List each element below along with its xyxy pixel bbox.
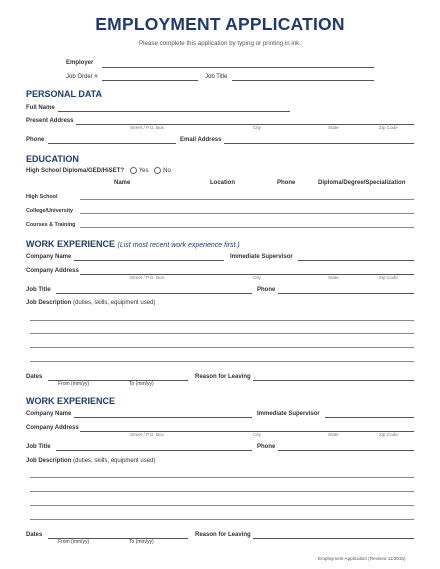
employer-label: Employer — [66, 60, 94, 66]
phone-label: Phone — [257, 444, 276, 450]
job-description-label — [26, 458, 155, 464]
job-description-note: (duties, skills, equipment used) — [73, 458, 156, 464]
company-address-label: Company Address — [26, 425, 79, 431]
job-description-text: Job Description — [26, 300, 72, 306]
phone-field[interactable] — [278, 450, 414, 451]
phone-label: Phone — [257, 287, 276, 293]
edu-row-label: College/University — [26, 208, 74, 214]
edu-row-label: High School — [26, 194, 58, 200]
to-sublabel: To (mm/yy) — [129, 381, 154, 387]
supervisor-label: Immediate Supervisor — [257, 411, 320, 417]
job-order-field[interactable] — [102, 80, 198, 81]
col-diploma-header: Diploma/Degree/Specialization — [318, 180, 406, 186]
no-radio[interactable] — [154, 167, 161, 174]
job-description-line[interactable] — [30, 361, 414, 362]
company-address-label: Company Address — [26, 268, 79, 274]
company-name-field[interactable] — [74, 417, 252, 418]
work-experience-heading-text: WORK EXPERIENCE — [26, 239, 116, 249]
state-sublabel: State — [328, 125, 339, 130]
diploma-question — [26, 167, 171, 174]
state-sublabel: State — [328, 432, 339, 437]
job-order-label: Job Order # — [66, 74, 98, 80]
job-title-label: Job Title — [26, 444, 51, 450]
edu-row-field[interactable] — [80, 227, 414, 228]
job-description-line[interactable] — [30, 333, 414, 334]
street-sublabel: Street / P.O. Box — [130, 432, 164, 437]
supervisor-label: Immediate Supervisor — [230, 254, 293, 260]
reason-field[interactable] — [253, 380, 414, 381]
job-description-label — [26, 300, 155, 306]
diploma-question-text: High School Diploma/GED/HiSET? — [26, 168, 125, 175]
email-field[interactable] — [224, 143, 414, 144]
state-sublabel: State — [328, 275, 339, 280]
company-name-label: Company Name — [26, 254, 72, 260]
job-title-field[interactable] — [56, 293, 252, 294]
job-description-line[interactable] — [30, 491, 414, 492]
phone-field[interactable] — [278, 293, 414, 294]
supervisor-field[interactable] — [325, 417, 414, 418]
job-title-label: Job Title — [26, 287, 51, 293]
street-sublabel: Street / P.O. Box — [130, 125, 164, 130]
edu-row-field[interactable] — [80, 213, 414, 214]
job-description-note: (duties, skills, equipment used) — [73, 300, 156, 306]
zip-sublabel: Zip Code — [379, 125, 398, 130]
work-experience-note: (List most recent work experience first.) — [117, 242, 240, 249]
job-title-field[interactable] — [232, 80, 374, 81]
education-heading: EDUCATION — [26, 154, 79, 164]
yes-radio[interactable] — [130, 167, 137, 174]
footer-revision: Employment Application (Revised 11/2016) — [318, 556, 406, 561]
full-name-label: Full Name — [26, 105, 55, 111]
job-title-label: Job Title — [205, 74, 228, 80]
present-address-field[interactable] — [76, 124, 414, 125]
to-sublabel: To (mm/yy) — [129, 539, 154, 545]
reason-label: Reason for Leaving — [195, 532, 251, 538]
job-description-text: Job Description — [26, 458, 72, 464]
job-title-field[interactable] — [56, 450, 252, 451]
reason-label: Reason for Leaving — [195, 374, 251, 380]
page-title: EMPLOYMENT APPLICATION — [95, 14, 345, 34]
yes-label: Yes — [138, 168, 149, 175]
zip-sublabel: Zip Code — [379, 275, 398, 280]
company-name-field[interactable] — [74, 260, 224, 261]
page-subtitle: Please complete this application by typing or printing in ink. — [139, 40, 301, 47]
no-label: No — [163, 168, 171, 175]
email-label: Email Address — [180, 137, 222, 143]
phone-label: Phone — [26, 137, 45, 143]
from-sublabel: From (mm/yy) — [58, 381, 90, 387]
supervisor-field[interactable] — [298, 260, 414, 261]
from-sublabel: From (mm/yy) — [58, 539, 90, 545]
city-sublabel: City — [253, 125, 261, 130]
col-location-header: Location — [210, 180, 235, 186]
company-name-label: Company Name — [26, 411, 72, 417]
dates-label: Dates — [26, 374, 43, 380]
phone-field[interactable] — [48, 143, 176, 144]
edu-row-label: Courses & Training — [26, 222, 76, 228]
full-name-field[interactable] — [58, 111, 290, 112]
work-experience-heading: WORK EXPERIENCE — [26, 396, 116, 406]
job-description-line[interactable] — [30, 519, 414, 520]
col-phone-header: Phone — [277, 180, 296, 186]
dates-label: Dates — [26, 532, 43, 538]
edu-row-field[interactable] — [80, 199, 414, 200]
personal-data-heading: PERSONAL DATA — [26, 89, 103, 99]
job-description-line[interactable] — [30, 477, 414, 478]
present-address-label: Present Address — [26, 118, 74, 124]
job-description-line[interactable] — [30, 320, 414, 321]
job-description-line[interactable] — [30, 347, 414, 348]
street-sublabel: Street / P.O. Box — [130, 275, 164, 280]
job-description-line[interactable] — [30, 505, 414, 506]
reason-field[interactable] — [253, 538, 414, 539]
col-name-header: Name — [114, 180, 131, 186]
zip-sublabel: Zip Code — [379, 432, 398, 437]
city-sublabel: City — [253, 275, 261, 280]
city-sublabel: City — [253, 432, 261, 437]
work-experience-heading — [26, 239, 240, 249]
employer-field[interactable] — [102, 67, 374, 68]
